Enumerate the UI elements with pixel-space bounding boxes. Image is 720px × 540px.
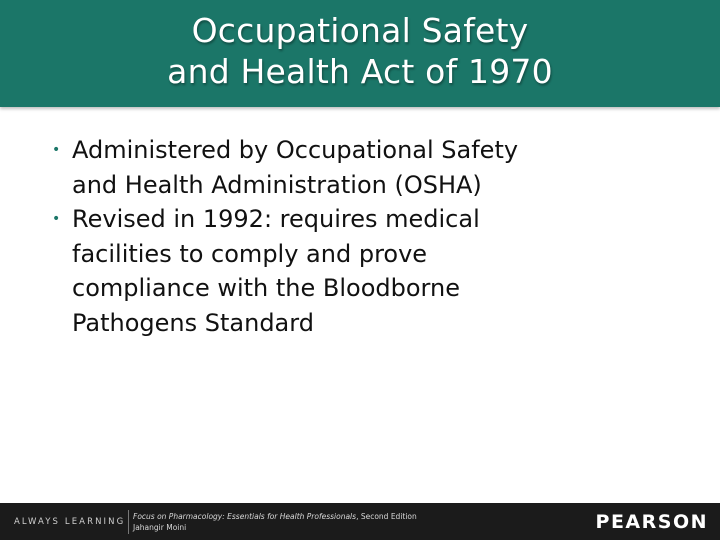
- bullet-line: compliance with the Bloodborne: [72, 274, 460, 302]
- book-author: Jahangir Moini: [133, 523, 187, 532]
- bullet-item-osha: [48, 133, 688, 202]
- bullet-dot-icon: •: [52, 211, 61, 227]
- slide-title-line-1: Occupational Safety: [191, 11, 529, 50]
- bullet-line: and Health Administration (OSHA): [72, 170, 482, 199]
- bullet-item-revised-1992: [48, 202, 688, 340]
- pearson-logo: PEARSON: [595, 511, 708, 533]
- footer-bar: [0, 503, 720, 540]
- slide-title-line-2: and Health Act of 1970: [167, 52, 553, 91]
- footer-citation: [133, 511, 417, 533]
- bullet-dot-icon: •: [52, 142, 61, 158]
- citation-title-line: [133, 511, 417, 522]
- book-title: Focus on Pharmacology: Essentials for Health Professionals: [133, 512, 357, 521]
- bullet-line: Administered by Occupational Safety: [72, 136, 519, 164]
- bullet-list: [48, 133, 688, 340]
- footer-tagline: ALWAYS LEARNING: [14, 517, 126, 527]
- bullet-line: Pathogens Standard: [72, 308, 314, 337]
- bullet-line: facilities to comply and prove: [72, 239, 428, 268]
- bullet-line: Revised in 1992: requires medical: [72, 205, 480, 233]
- title-bar: [0, 0, 720, 107]
- book-edition: , Second Edition: [356, 512, 417, 521]
- footer-divider: [128, 510, 129, 534]
- slide-title: [0, 10, 720, 92]
